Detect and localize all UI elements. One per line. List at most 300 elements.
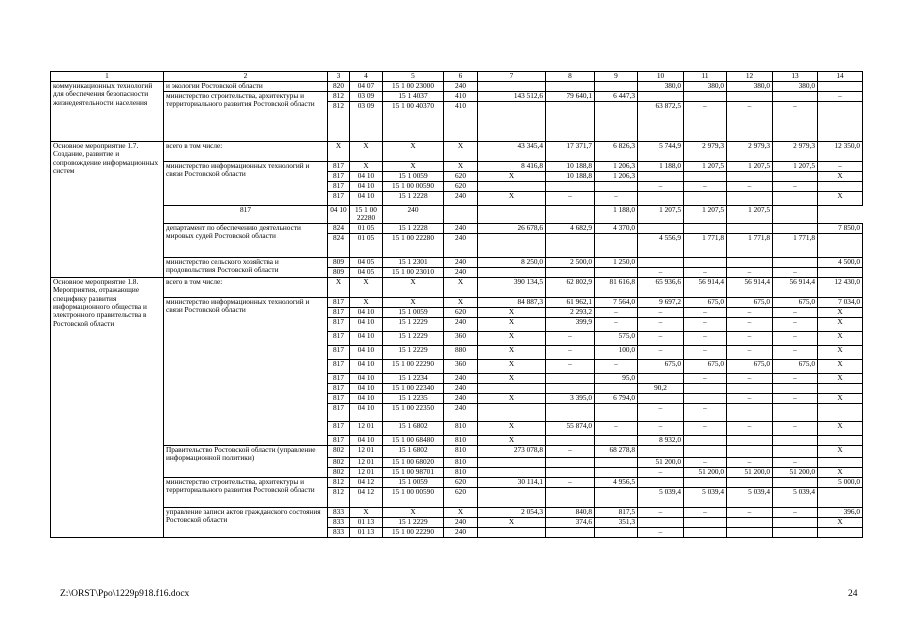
table-cell: 4 956,5 xyxy=(595,477,638,487)
table-cell: 15 1 4037 xyxy=(383,92,444,102)
table-cell: 351,3 xyxy=(595,517,638,527)
table-cell: – xyxy=(684,182,727,192)
table-cell: – xyxy=(773,307,818,317)
table-cell xyxy=(684,517,727,527)
table-cell: – xyxy=(684,421,727,435)
table-cell: министерство информационных технологий и связи Ростовской области xyxy=(164,162,328,206)
table-cell xyxy=(684,383,727,393)
table-cell: 240 xyxy=(444,257,478,267)
table-cell: 817 xyxy=(328,345,350,359)
table-cell xyxy=(684,435,727,445)
table-cell: 817 xyxy=(328,192,350,206)
table-cell xyxy=(478,182,546,192)
table-cell: 10 188,8 xyxy=(546,172,595,182)
table-cell: Х xyxy=(350,507,383,517)
table-cell: 4 556,9 xyxy=(638,233,684,257)
table-cell: управление записи актов гражданского состояния Ростовской области xyxy=(164,507,328,537)
table-cell: 817 xyxy=(328,435,350,445)
table-cell xyxy=(595,527,638,537)
table-cell: 04 10 xyxy=(350,359,383,373)
table-row xyxy=(51,162,863,172)
table-cell: 15 1 6802 xyxy=(383,445,444,457)
table-cell xyxy=(684,92,727,102)
table-cell: 15 1 00 40370 xyxy=(383,102,444,142)
table-cell: – xyxy=(546,359,595,373)
table-cell: 8 416,8 xyxy=(478,162,546,172)
table-cell: 1 188,0 xyxy=(595,206,638,224)
table-cell: 240 xyxy=(444,403,478,421)
table-cell: – xyxy=(773,421,818,435)
table-cell: 380,0 xyxy=(727,82,773,92)
table-cell xyxy=(818,487,863,507)
table-cell: 675,0 xyxy=(638,359,684,373)
table-cell: – xyxy=(773,331,818,345)
table-cell: 817 xyxy=(328,383,350,393)
table-cell: – xyxy=(727,102,773,142)
table-cell: – xyxy=(773,345,818,359)
budget-table xyxy=(50,71,863,538)
table-cell: и экологии Ростовской области xyxy=(164,82,328,92)
table-cell xyxy=(684,172,727,182)
table-cell xyxy=(638,517,684,527)
table-cell: – xyxy=(638,331,684,345)
table-cell xyxy=(727,92,773,102)
table-cell: 15 1 2234 xyxy=(383,373,444,383)
table-cell: 817 xyxy=(164,206,328,224)
table-cell xyxy=(638,223,684,233)
table-cell xyxy=(595,102,638,142)
header-cell: 1 xyxy=(51,72,164,82)
table-cell: Х xyxy=(818,192,863,206)
table-cell: – xyxy=(684,102,727,142)
table-cell: Х xyxy=(478,517,546,527)
table-cell: 824 xyxy=(328,233,350,257)
table-cell xyxy=(773,403,818,421)
table-cell: 04 10 xyxy=(328,206,350,224)
table-cell: – xyxy=(684,345,727,359)
table-cell: – xyxy=(684,403,727,421)
table-cell: – xyxy=(638,507,684,517)
header-cell: 12 xyxy=(727,72,773,82)
table-cell xyxy=(546,383,595,393)
table-cell: – xyxy=(546,477,595,487)
table-cell: Х xyxy=(350,162,383,172)
header-cell: 10 xyxy=(638,72,684,82)
table-cell xyxy=(727,527,773,537)
table-cell: 04 10 xyxy=(350,345,383,359)
table-cell xyxy=(595,82,638,92)
table-cell: 9 697,2 xyxy=(638,297,684,307)
table-cell: 1 250,0 xyxy=(595,257,638,267)
table-cell: 04 05 xyxy=(350,267,383,277)
table-cell: – xyxy=(818,162,863,172)
table-cell: – xyxy=(773,182,818,192)
table-cell: министерство информационных технологий и связи Ростовской области xyxy=(164,297,328,445)
table-cell: 817 xyxy=(328,359,350,373)
table-cell: 4 500,0 xyxy=(818,257,863,267)
table-cell: – xyxy=(727,331,773,345)
header-cell: 3 xyxy=(328,72,350,82)
table-row xyxy=(51,277,863,297)
table-cell: 04 10 xyxy=(350,317,383,331)
table-cell: 810 xyxy=(444,435,478,445)
table-cell: Х xyxy=(478,421,546,435)
table-cell: 240 xyxy=(444,192,478,206)
table-cell xyxy=(818,267,863,277)
table-cell: Х xyxy=(818,172,863,182)
table-cell: 04 05 xyxy=(350,257,383,267)
table-cell: 04 12 xyxy=(350,487,383,507)
table-cell: 820 xyxy=(328,82,350,92)
table-cell: 15 1 2229 xyxy=(383,517,444,527)
table-cell: 802 xyxy=(328,445,350,457)
table-cell: 817 xyxy=(328,182,350,192)
table-cell: 63 872,5 xyxy=(638,102,684,142)
table-cell: Х xyxy=(444,507,478,517)
table-cell: 810 xyxy=(444,457,478,467)
table-cell: 56 914,4 xyxy=(684,277,727,297)
table-cell: 04 10 xyxy=(350,182,383,192)
table-cell: 675,0 xyxy=(684,297,727,307)
table-cell: – xyxy=(773,393,818,403)
table-cell xyxy=(638,477,684,487)
table-cell: – xyxy=(727,393,773,403)
table-row xyxy=(51,142,863,162)
table-cell: 01 05 xyxy=(350,223,383,233)
table-cell: Х xyxy=(478,373,546,383)
table-cell: 817 xyxy=(328,317,350,331)
table-cell: 15 1 00 23010 xyxy=(383,267,444,277)
table-cell: 15 1 00 22280 xyxy=(350,206,383,224)
table-cell: 15 1 2228 xyxy=(383,192,444,206)
table-cell: – xyxy=(638,307,684,317)
table-cell xyxy=(727,477,773,487)
table-cell xyxy=(773,445,818,457)
table-cell: 6 447,3 xyxy=(595,92,638,102)
table-cell: 240 xyxy=(444,393,478,403)
table-cell: Х xyxy=(350,277,383,297)
table-cell xyxy=(684,192,727,206)
table-cell: 880 xyxy=(444,345,478,359)
table-cell xyxy=(546,435,595,445)
header-cell: 11 xyxy=(684,72,727,82)
table-cell: всего в том числе: xyxy=(164,277,328,297)
table-cell: 240 xyxy=(444,373,478,383)
table-cell xyxy=(478,206,546,224)
table-cell: – xyxy=(727,345,773,359)
table-cell: 43 345,4 xyxy=(478,142,546,162)
table-row xyxy=(51,206,863,224)
table-cell: 51 200,0 xyxy=(727,467,773,477)
table-cell: – xyxy=(773,507,818,517)
table-cell xyxy=(638,373,684,383)
table-cell: 817 xyxy=(328,421,350,435)
table-cell xyxy=(595,267,638,277)
table-cell: Х xyxy=(328,277,350,297)
table-cell xyxy=(773,172,818,182)
table-cell: 620 xyxy=(444,182,478,192)
table-cell xyxy=(546,373,595,383)
table-cell: Х xyxy=(478,345,546,359)
table-cell xyxy=(546,467,595,477)
table-cell xyxy=(727,517,773,527)
table-cell: 802 xyxy=(328,457,350,467)
table-cell: 5 039,4 xyxy=(638,487,684,507)
table-cell: Х xyxy=(383,162,444,172)
table-cell: 240 xyxy=(444,82,478,92)
table-cell xyxy=(818,383,863,393)
table-cell: 380,0 xyxy=(773,82,818,92)
table-cell: 15 1 2229 xyxy=(383,317,444,331)
table-cell: Правительство Ростовской области (управление информационной политики) xyxy=(164,445,328,477)
table-cell: Х xyxy=(818,445,863,457)
table-cell: 240 xyxy=(444,527,478,537)
table-cell: 8 250,0 xyxy=(478,257,546,267)
table-cell: 620 xyxy=(444,487,478,507)
table-cell: 817 xyxy=(328,172,350,182)
table-cell: Х xyxy=(383,142,444,162)
table-cell: 12 430,0 xyxy=(818,277,863,297)
table-cell xyxy=(684,477,727,487)
table-cell: 1 771,8 xyxy=(684,233,727,257)
table-cell: – xyxy=(638,267,684,277)
table-cell: Х xyxy=(478,331,546,345)
table-cell: 95,0 xyxy=(595,373,638,383)
table-cell xyxy=(595,467,638,477)
table-cell: – xyxy=(638,182,684,192)
table-cell: Основное мероприятие 1.8. Мероприятия, отражающие специфику развития информационного общества и электронного правительства в Ростовской области xyxy=(51,277,164,537)
table-cell: 390 134,5 xyxy=(478,277,546,297)
table-cell: 802 xyxy=(328,467,350,477)
table-cell: – xyxy=(684,507,727,517)
table-cell xyxy=(595,435,638,445)
table-cell xyxy=(478,403,546,421)
table-cell: Х xyxy=(383,297,444,307)
table-cell xyxy=(478,467,546,477)
table-cell xyxy=(478,82,546,92)
table-cell: 817,5 xyxy=(595,507,638,517)
table-cell xyxy=(773,435,818,445)
table-cell: 810 xyxy=(444,467,478,477)
table-cell: 7 564,0 xyxy=(595,297,638,307)
header-cell: 7 xyxy=(478,72,546,82)
table-row xyxy=(51,223,863,233)
table-cell: Основное мероприятие 1.7. Создание, развитие и сопровождение информационных систем xyxy=(51,142,164,278)
table-cell xyxy=(546,403,595,421)
table-cell xyxy=(773,383,818,393)
table-cell xyxy=(818,457,863,467)
table-cell: 360 xyxy=(444,331,478,345)
table-cell: всего в том числе: xyxy=(164,142,328,162)
table-cell xyxy=(546,102,595,142)
table-cell: 817 xyxy=(328,331,350,345)
table-cell: Х xyxy=(328,142,350,162)
table-cell: 03 09 xyxy=(350,102,383,142)
table-cell: 12 350,0 xyxy=(818,142,863,162)
table-cell: 840,8 xyxy=(546,507,595,517)
table-cell: 1 188,0 xyxy=(638,162,684,172)
table-cell xyxy=(638,393,684,403)
table-cell: Х xyxy=(444,277,478,297)
table-cell: 2 979,3 xyxy=(684,142,727,162)
table-cell: 380,0 xyxy=(638,82,684,92)
table-cell xyxy=(595,403,638,421)
table-cell xyxy=(638,445,684,457)
table-cell: 360 xyxy=(444,359,478,373)
table-cell: Х xyxy=(818,373,863,383)
table-cell xyxy=(546,527,595,537)
table-cell: – xyxy=(684,457,727,467)
table-cell: 04 10 xyxy=(350,307,383,317)
table-cell: департамент по обеспечению деятельности мировых судей Ростовской области xyxy=(164,223,328,257)
table-cell xyxy=(478,487,546,507)
table-cell: 15 1 00 22290 xyxy=(383,527,444,537)
table-cell: 817 xyxy=(328,393,350,403)
table-cell: 15 1 00 68480 xyxy=(383,435,444,445)
table-cell: 810 xyxy=(444,421,478,435)
table-cell: – xyxy=(818,92,863,102)
table-cell xyxy=(478,102,546,142)
table-cell xyxy=(818,82,863,92)
table-cell: 68 278,8 xyxy=(595,445,638,457)
table-cell: 812 xyxy=(328,102,350,142)
table-cell: 15 1 00 22290 xyxy=(383,359,444,373)
table-cell: Х xyxy=(383,277,444,297)
table-cell: 380,0 xyxy=(684,82,727,92)
table-cell: Х xyxy=(818,467,863,477)
table-cell: 620 xyxy=(444,307,478,317)
table-cell: 04 10 xyxy=(350,383,383,393)
table-cell: – xyxy=(773,457,818,467)
table-cell xyxy=(546,182,595,192)
table-cell: 15 1 2235 xyxy=(383,393,444,403)
table-cell: Х xyxy=(478,317,546,331)
table-cell: 15 1 00 00590 xyxy=(383,182,444,192)
table-cell: 2 979,3 xyxy=(727,142,773,162)
table-cell: 51 200,0 xyxy=(773,467,818,477)
table-row xyxy=(51,82,863,92)
table-cell xyxy=(684,223,727,233)
table-cell: 79 640,1 xyxy=(546,92,595,102)
table-cell: 100,0 xyxy=(595,345,638,359)
table-cell: 4 370,0 xyxy=(595,223,638,233)
table-cell: 833 xyxy=(328,507,350,517)
table-row xyxy=(51,507,863,517)
table-cell: – xyxy=(773,267,818,277)
header-cell: 4 xyxy=(350,72,383,82)
table-cell: Х xyxy=(818,331,863,345)
table-cell xyxy=(684,393,727,403)
table-cell xyxy=(773,206,818,224)
table-cell: 7 850,0 xyxy=(818,223,863,233)
table-cell xyxy=(727,403,773,421)
table-cell: 15 1 2229 xyxy=(383,331,444,345)
table-cell: – xyxy=(595,359,638,373)
table-cell: 04 10 xyxy=(350,192,383,206)
table-cell xyxy=(546,487,595,507)
table-cell: 15 1 2228 xyxy=(383,223,444,233)
table-cell: 620 xyxy=(444,172,478,182)
table-cell: министерство строительства, архитектуры и территориального развития Ростовской области xyxy=(164,92,328,142)
header-cell: 6 xyxy=(444,72,478,82)
table-cell xyxy=(595,487,638,507)
table-cell xyxy=(444,206,478,224)
table-cell xyxy=(478,383,546,393)
table-row xyxy=(51,257,863,267)
table-cell: 5 000,0 xyxy=(818,477,863,487)
table-cell: – xyxy=(595,192,638,206)
table-cell: 675,0 xyxy=(684,359,727,373)
table-cell: 2 500,0 xyxy=(546,257,595,267)
table-cell: 56 914,4 xyxy=(773,277,818,297)
table-cell: 15 1 6802 xyxy=(383,421,444,435)
table-cell: 240 xyxy=(444,233,478,257)
table-row xyxy=(51,92,863,102)
header-cell: 5 xyxy=(383,72,444,82)
header-cell: 13 xyxy=(773,72,818,82)
table-cell: 1 771,8 xyxy=(773,233,818,257)
table-cell: – xyxy=(684,317,727,331)
table-cell: 833 xyxy=(328,517,350,527)
table-cell xyxy=(773,527,818,537)
table-cell: 1 206,3 xyxy=(595,162,638,172)
table-cell: 62 802,9 xyxy=(546,277,595,297)
table-cell: 410 xyxy=(444,102,478,142)
table-cell xyxy=(727,223,773,233)
table-cell: 2 293,2 xyxy=(546,307,595,317)
table-cell xyxy=(478,267,546,277)
budget-table-page xyxy=(50,71,862,538)
table-cell: 399,9 xyxy=(546,317,595,331)
table-cell xyxy=(595,383,638,393)
table-cell xyxy=(773,477,818,487)
table-cell: 1 207,5 xyxy=(638,206,684,224)
table-cell: Х xyxy=(383,507,444,517)
table-cell: 15 1 0059 xyxy=(383,477,444,487)
table-cell: 6 794,0 xyxy=(595,393,638,403)
table-cell xyxy=(595,457,638,467)
header-cell: 8 xyxy=(546,72,595,82)
table-cell xyxy=(818,233,863,257)
table-cell: 824 xyxy=(328,223,350,233)
table-cell: 04 10 xyxy=(350,435,383,445)
table-cell: 15 1 00 22340 xyxy=(383,383,444,393)
table-cell: 15 1 2229 xyxy=(383,345,444,359)
table-cell: 1 207,5 xyxy=(727,162,773,172)
table-cell xyxy=(684,445,727,457)
table-cell: 30 114,1 xyxy=(478,477,546,487)
table-cell: – xyxy=(727,182,773,192)
table-cell: – xyxy=(638,403,684,421)
table-cell: 575,0 xyxy=(595,331,638,345)
table-cell: 240 xyxy=(444,517,478,527)
table-cell: министерство строительства, архитектуры и территориального развития Ростовской области xyxy=(164,477,328,507)
table-cell xyxy=(773,192,818,206)
table-cell: 61 962,1 xyxy=(546,297,595,307)
table-cell: 12 01 xyxy=(350,445,383,457)
table-cell: 1 207,5 xyxy=(684,162,727,172)
table-cell: – xyxy=(773,317,818,331)
table-cell: – xyxy=(595,317,638,331)
table-cell xyxy=(546,267,595,277)
table-cell: 5 039,4 xyxy=(727,487,773,507)
table-cell: – xyxy=(727,507,773,517)
table-cell: – xyxy=(546,192,595,206)
table-cell: 833 xyxy=(328,527,350,537)
table-cell: 15 1 2301 xyxy=(383,257,444,267)
table-cell xyxy=(727,435,773,445)
table-cell: 81 616,8 xyxy=(595,277,638,297)
